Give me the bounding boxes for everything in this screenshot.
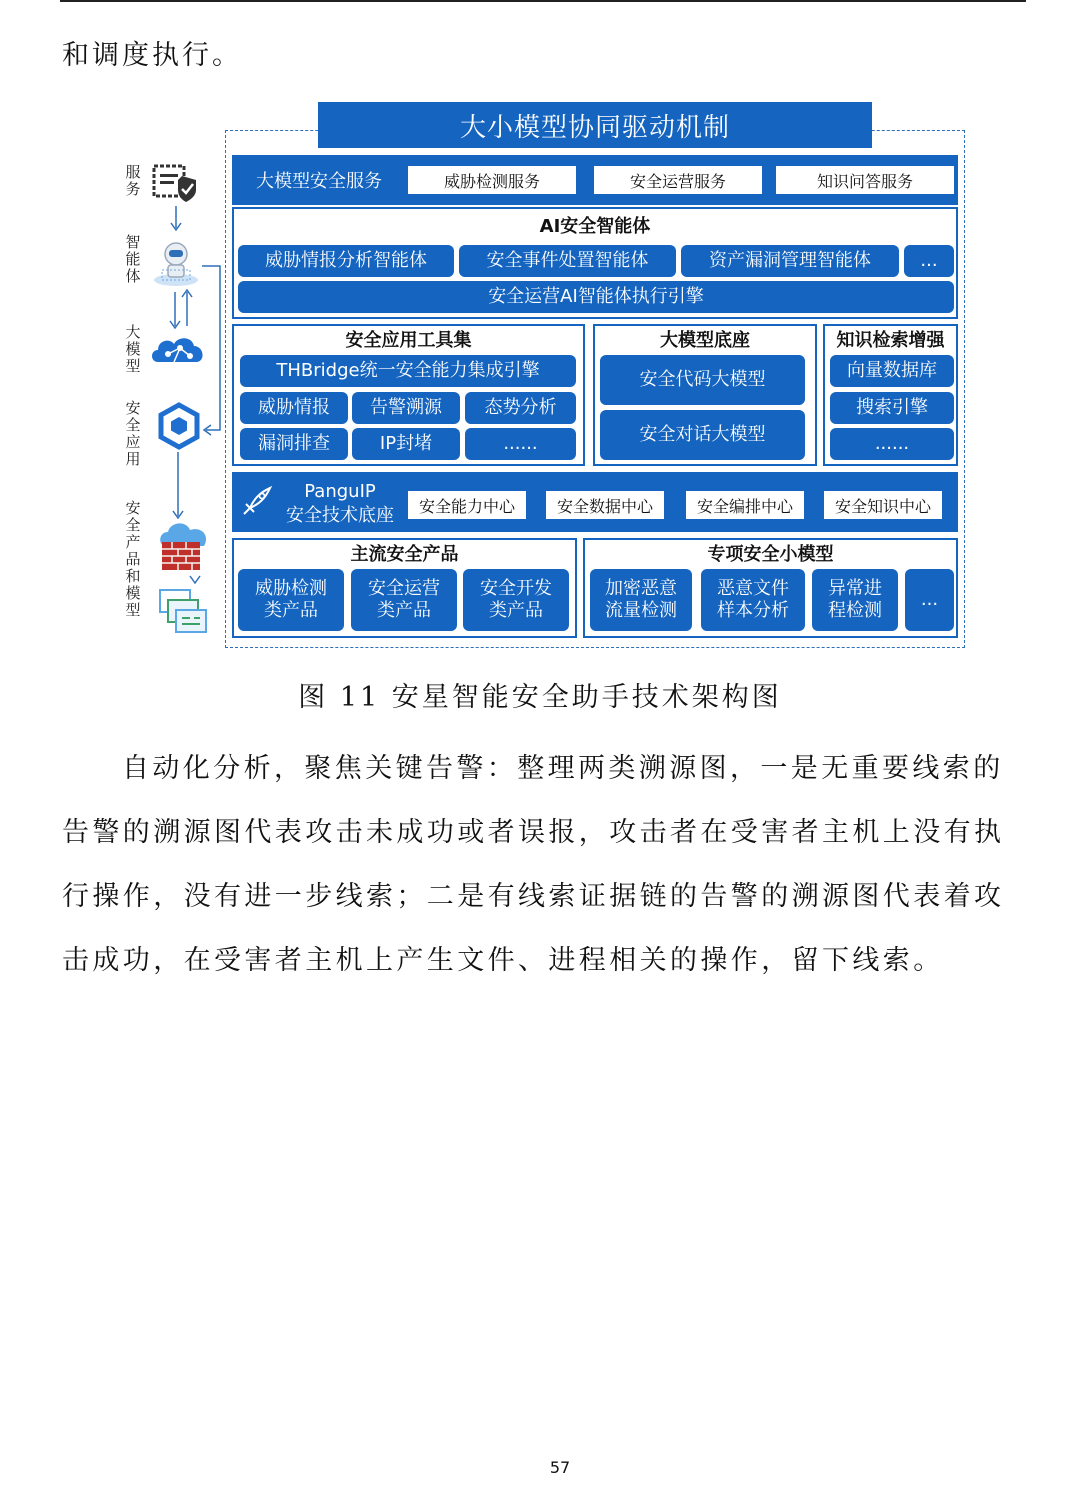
- knowledge-pill-more: ......: [830, 428, 954, 460]
- small-model-pill: 异常进 程检测: [812, 569, 898, 631]
- base-model-pill: 安全对话大模型: [600, 410, 805, 460]
- side-label-products: 安全产品和模型: [125, 499, 141, 619]
- cloud-firewall-icon: [156, 520, 212, 572]
- tool-pill-more: ......: [465, 428, 576, 460]
- pangu-name: PanguIP: [304, 480, 376, 502]
- base-model-pill: 安全代码大模型: [600, 355, 805, 405]
- brain-circuit-icon: [148, 332, 208, 372]
- service-item: 威胁检测服务: [408, 166, 576, 194]
- agent-pill: 威胁情报分析智能体: [238, 245, 454, 277]
- knowledge-pill: 向量数据库: [830, 355, 954, 387]
- side-label-agent: 智能体: [125, 233, 141, 285]
- product-pill: 威胁检测 类产品: [238, 569, 344, 631]
- side-label-service: 服务: [125, 163, 141, 198]
- tools-header: 安全应用工具集: [345, 330, 472, 351]
- small-models-header: 专项安全小模型: [707, 544, 834, 565]
- service-item: 知识问答服务: [776, 166, 954, 194]
- arrow-updown-icon: [166, 288, 196, 330]
- connector-arrow-icon: [200, 262, 228, 440]
- paragraph-analysis: 自动化分析，聚焦关键告警：整理两类溯源图，一是无重要线索的告警的溯源图代表攻击未成功或者误报，攻击者在受害者主机上没有执行操作，没有进一步线索；二是有线索证据链的告警的溯源图代表着攻击成功，在受害者主机上产生文件、进程相关的操作，留下线索。: [62, 753, 1005, 976]
- page-number: 57: [549, 1458, 571, 1477]
- model-stack-icon: [156, 586, 212, 638]
- tool-pill: 告警溯源: [352, 392, 460, 424]
- pangu-center: 安全能力中心: [408, 491, 526, 519]
- base-model-header: 大模型底座: [660, 330, 750, 351]
- product-pill: 安全运营 类产品: [351, 569, 457, 631]
- figure-title: 大小模型协同驱动机制: [318, 102, 872, 148]
- service-row-label: 大模型安全服务: [256, 171, 382, 192]
- agent-row-header: AI安全智能体: [539, 216, 651, 237]
- tool-pill: 威胁情报: [240, 392, 348, 424]
- knowledge-pill: 搜索引擎: [830, 392, 954, 424]
- arrow-down-icon: [168, 206, 184, 232]
- arrow-down-small-icon: [188, 572, 202, 586]
- agent-pill: 资产漏洞管理智能体: [681, 245, 899, 277]
- side-label-llm: 大模型: [125, 323, 141, 375]
- robot-icon: [150, 236, 202, 288]
- small-model-pill: 恶意文件 样本分析: [701, 569, 805, 631]
- tool-pill: 态势分析: [465, 392, 576, 424]
- pangu-center: 安全数据中心: [546, 491, 664, 519]
- tool-pill: 漏洞排查: [240, 428, 348, 460]
- pangu-center: 安全知识中心: [824, 491, 942, 519]
- pangu-center: 安全编排中心: [686, 491, 804, 519]
- paragraph-intro: 和调度执行。: [62, 40, 242, 71]
- architecture-figure: [0, 0, 1080, 660]
- pangu-subtitle: 安全技术底座: [286, 505, 394, 526]
- agent-engine: 安全运营AI智能体执行引擎: [238, 281, 954, 313]
- knowledge-header: 知识检索增强: [836, 330, 945, 351]
- rocket-icon: [236, 484, 274, 522]
- agent-pill-more: ...: [904, 245, 954, 277]
- tool-pill: IP封堵: [352, 428, 460, 460]
- agent-pill: 安全事件处置智能体: [459, 245, 676, 277]
- service-item: 安全运营服务: [594, 166, 762, 194]
- hexagon-app-icon: [156, 402, 202, 450]
- arrow-down-icon: [170, 452, 186, 520]
- figure-caption: 图 11 安星智能安全助手技术架构图: [298, 682, 782, 713]
- product-pill: 安全开发 类产品: [463, 569, 569, 631]
- side-label-app: 安全应用: [125, 399, 141, 468]
- small-model-pill-more: ...: [905, 569, 954, 631]
- products-header: 主流安全产品: [350, 544, 459, 565]
- shield-check-icon: [152, 162, 200, 204]
- small-model-pill: 加密恶意 流量检测: [590, 569, 692, 631]
- thbridge-engine: THBridge统一安全能力集成引擎: [240, 355, 576, 387]
